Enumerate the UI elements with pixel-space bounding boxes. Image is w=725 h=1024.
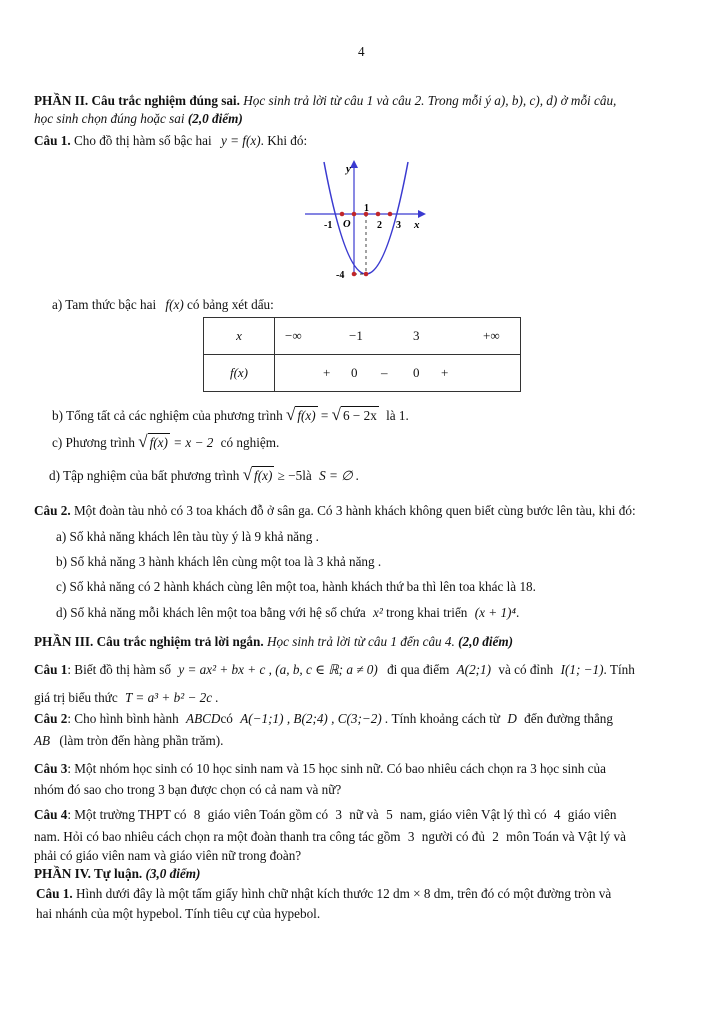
part2-points: (2,0 điểm) bbox=[187, 111, 243, 126]
part2-q1-b-text: b) Tổng tất cả các nghiệm của phương trình bbox=[52, 408, 283, 423]
part4-q1-line2: hai nhánh của một hypebol. Tính tiêu cự của hypebol. bbox=[36, 906, 321, 921]
origin-label: O bbox=[343, 219, 351, 230]
y-tick-point bbox=[352, 272, 357, 277]
part3-q4-text-d: nam, giáo viên Vật lý thì có bbox=[399, 807, 547, 822]
part3-q4-n2: 2 bbox=[492, 829, 499, 844]
part3-q4-line2 bbox=[34, 828, 626, 846]
vertex-point bbox=[364, 272, 369, 277]
part2-q1-a-text: a) Tam thức bậc hai bbox=[52, 297, 157, 312]
f-sign-3: + bbox=[441, 365, 449, 380]
part2-q1-d-mid: là bbox=[302, 468, 312, 483]
root-point-left bbox=[340, 212, 345, 217]
part3-points: (2,0 điểm) bbox=[458, 634, 514, 649]
part3-q1-text-b: đi qua điểm bbox=[387, 662, 450, 677]
part3-q4-label: Câu 4 bbox=[34, 807, 68, 822]
f-sign-2: – bbox=[381, 365, 388, 380]
x-value-minus1: −1 bbox=[349, 328, 363, 343]
sqrt-icon: √ bbox=[285, 405, 296, 424]
sign-table-row-x bbox=[204, 318, 521, 355]
part3-q3-label: Câu 3 bbox=[34, 761, 68, 776]
tick-label-1: 1 bbox=[364, 203, 369, 214]
part3-q4-text-a: : Một trường THPT có bbox=[67, 807, 187, 822]
part3-q2-d: D bbox=[507, 711, 517, 726]
part3-q4-n8: 8 bbox=[193, 807, 201, 822]
part3-q1-text-a: : Biết đồ thị hàm số bbox=[67, 662, 172, 677]
sqrt-icon: √ bbox=[331, 405, 341, 424]
part3-q4-n3: 3 bbox=[335, 807, 342, 822]
part3-q4-line3: phải có giáo viên nam và giáo viên nữ trong đoàn? bbox=[34, 848, 302, 863]
tick-label-minus1: -1 bbox=[324, 220, 333, 231]
part2-q1-c-after: có nghiệm. bbox=[220, 435, 280, 450]
tick-point-2 bbox=[376, 212, 381, 217]
part4-title: PHẦN IV. Tự luận. bbox=[34, 866, 143, 881]
f-sign-1: + bbox=[323, 365, 331, 380]
part2-q2-d-term: x² bbox=[372, 605, 383, 620]
part2-q1-d-text: d) Tập nghiệm của bất phương trình bbox=[49, 468, 240, 483]
part2-q1-d-ineq: ≥ −5 bbox=[277, 468, 303, 483]
part2-q1-a bbox=[52, 296, 274, 314]
part3-q1-text-c: và có đỉnh bbox=[498, 662, 554, 677]
part2-title: PHẦN II. Câu trắc nghiệm đúng sai. bbox=[34, 93, 240, 108]
tick-label-minus4: -4 bbox=[336, 270, 345, 281]
part2-q1-c-eq: = x − 2 bbox=[173, 435, 214, 450]
part2-q1-b-lhs: f(x) bbox=[297, 408, 316, 423]
part3-q2-text-d: đến đường thẳng bbox=[524, 711, 613, 726]
part2-q2-a: a) Số khả năng khách lên tàu tùy ý là 9 khả năng . bbox=[56, 529, 319, 544]
part3-q1-line2 bbox=[34, 689, 219, 707]
part3-q4-line2-b: người có đủ bbox=[421, 829, 485, 844]
y-axis-arrow bbox=[350, 160, 358, 168]
part3-q3-line1 bbox=[34, 760, 606, 778]
part2-header-line2 bbox=[34, 110, 243, 128]
part3-q2-text-b: có bbox=[220, 711, 233, 726]
part2-q1-d bbox=[49, 466, 359, 485]
sqrt-icon: √ bbox=[242, 465, 253, 484]
x-value-pos-inf: +∞ bbox=[483, 328, 500, 343]
part3-q4-n5: 5 bbox=[386, 807, 393, 822]
part4-q1-line1 bbox=[36, 885, 611, 903]
parabola-graph bbox=[300, 158, 430, 283]
part3-q4-line2-a: nam. Hỏi có bao nhiêu cách chọn ra một đoàn thanh tra công tác gồm bbox=[34, 829, 401, 844]
part2-q1-b bbox=[52, 406, 409, 425]
tick-label-3: 3 bbox=[396, 220, 401, 231]
part3-q4-n3b: 3 bbox=[407, 829, 415, 844]
part3-q1-point-a: A(2;1) bbox=[456, 662, 492, 677]
root-point-right bbox=[388, 212, 393, 217]
part3-q3-text: : Một nhóm học sinh có 10 học sinh nam và 15 học sinh nữ. Có bao nhiêu cách chọn ra 3 học sinh của bbox=[67, 761, 606, 776]
part2-q1-c-lhs: f(x) bbox=[149, 435, 168, 450]
tick-label-2: 2 bbox=[377, 220, 382, 231]
part2-q1-c-text: c) Phương trình bbox=[52, 435, 135, 450]
sign-table-f-values bbox=[275, 355, 521, 392]
part3-q2-ab: AB bbox=[34, 733, 51, 748]
part2-q1-text: Cho đồ thị hàm số bậc hai bbox=[73, 133, 212, 148]
part4-header bbox=[34, 865, 200, 883]
part3-header bbox=[34, 633, 513, 651]
f-zero-1: 0 bbox=[351, 365, 358, 380]
part2-q1-a-formula: f(x) bbox=[165, 297, 184, 312]
part2-header bbox=[34, 92, 616, 110]
sign-table-f-label: f(x) bbox=[204, 355, 275, 392]
y-axis-label: y bbox=[346, 163, 351, 175]
part2-instructions: Học sinh trả lời từ câu 1 và câu 2. Trong mỗi ý a), b), c), d) ở mỗi câu, bbox=[243, 93, 617, 108]
part4-q1-label: Câu 1. bbox=[36, 886, 73, 901]
part2-q1-d-lhs: f(x) bbox=[254, 468, 273, 483]
part3-title: PHẦN III. Câu trắc nghiệm trả lời ngắn. bbox=[34, 634, 264, 649]
part3-q3-line2: nhóm đó sao cho trong 3 bạn được chọn có cả nam và nữ? bbox=[34, 782, 342, 797]
part2-q2-b: b) Số khả năng 3 hành khách lên cùng một toa là 3 khả năng . bbox=[56, 554, 382, 569]
part2-q1-b-after: là 1. bbox=[386, 408, 409, 423]
f-zero-2: 0 bbox=[413, 365, 420, 380]
part2-q2-d bbox=[56, 604, 519, 622]
part3-q4-line1 bbox=[34, 806, 617, 824]
part3-q1-formula: y = ax² + bx + c , (a, b, c ∈ ℝ; a ≠ 0) bbox=[178, 662, 378, 677]
part2-q1-a-after: có bảng xét dấu: bbox=[187, 297, 274, 312]
part2-q2-prompt bbox=[34, 502, 636, 520]
part2-q1-formula: y = f(x) bbox=[220, 133, 261, 148]
part3-q2-line1 bbox=[34, 710, 613, 728]
sign-table-x-label: x bbox=[204, 318, 275, 355]
x-axis-label: x bbox=[414, 219, 420, 231]
part3-q2-label: Câu 2 bbox=[34, 711, 68, 726]
part3-q4-text-c: nữ và bbox=[349, 807, 379, 822]
part2-q1-b-eq: = bbox=[320, 408, 329, 423]
part3-q4-line2-c: môn Toán và Vật lý và bbox=[506, 829, 626, 844]
part2-instructions-2: học sinh chọn đúng hoặc sai bbox=[34, 111, 185, 126]
part2-q2-c: c) Số khả năng có 2 hành khách cùng lên một toa, hành khách thứ ba thì lên toa khác là 18. bbox=[56, 579, 536, 594]
part3-q1-text-d: . Tính bbox=[603, 662, 635, 677]
part2-q1-prompt bbox=[34, 132, 307, 150]
sign-table bbox=[203, 317, 521, 392]
part2-q1-text-after: . Khi đó: bbox=[260, 133, 308, 148]
part3-instructions: Học sinh trả lời từ câu 1 đến câu 4. bbox=[266, 634, 455, 649]
part3-q1-point-i: I(1; −1) bbox=[560, 662, 604, 677]
part3-q2-line2-text: (làm tròn đến hàng phần trăm). bbox=[59, 733, 224, 748]
sqrt-icon: √ bbox=[138, 432, 148, 451]
page-number: 4 bbox=[358, 44, 365, 59]
part2-q2-d-end: . bbox=[516, 605, 520, 620]
part2-q2-label: Câu 2. bbox=[34, 503, 71, 518]
part3-q1-line1 bbox=[34, 661, 635, 679]
part2-q1-label: Câu 1. bbox=[34, 133, 71, 148]
part3-q2-line2 bbox=[34, 732, 223, 750]
part2-q2-d-expr: (x + 1)⁴ bbox=[474, 605, 517, 620]
part3-q2-text-a: : Cho hình bình hành bbox=[67, 711, 179, 726]
part4-q1-text: Hình dưới đây là một tấm giấy hình chữ nhật kích thước 12 dm × 8 dm, trên đó có một đường tròn và bbox=[75, 886, 612, 901]
part3-q4-text-e: giáo viên bbox=[567, 807, 617, 822]
x-value-3: 3 bbox=[413, 328, 420, 343]
part4-points: (3,0 điểm) bbox=[145, 866, 201, 881]
part3-q4-n4: 4 bbox=[553, 807, 561, 822]
sign-table-x-values bbox=[275, 318, 521, 355]
part3-q1-line2-text: giá trị biểu thức bbox=[34, 690, 118, 705]
x-axis-arrow bbox=[418, 210, 426, 218]
part3-q2-text-c: Tính khoảng cách từ bbox=[391, 711, 501, 726]
sign-table-row-f bbox=[204, 355, 521, 392]
part3-q2-abcd: ABCD bbox=[186, 711, 221, 726]
part2-q2-text: Một đoàn tàu nhỏ có 3 toa khách đỗ ở sân ga. Có 3 hành khách không quen biết cùng bước lên tàu, khi đó: bbox=[73, 503, 636, 518]
part2-q1-b-rhs: 6 − 2x bbox=[343, 408, 377, 423]
origin-point bbox=[352, 212, 357, 217]
part2-q1-d-set: S = ∅ . bbox=[319, 468, 360, 483]
x-value-neg-inf: −∞ bbox=[285, 328, 302, 343]
part3-q2-points: A(−1;1) , B(2;4) , C(3;−2) . bbox=[240, 711, 389, 726]
part3-q4-text-b: giáo viên Toán gồm có bbox=[207, 807, 329, 822]
part2-q2-d-mid: trong khai triển bbox=[386, 605, 468, 620]
part3-q1-label: Câu 1 bbox=[34, 662, 68, 677]
part2-q1-c bbox=[52, 433, 279, 452]
part3-q1-line2-formula: T = a³ + b² − 2c . bbox=[124, 690, 219, 705]
part2-q2-d-text: d) Số khả năng mỗi khách lên một toa bằng với hệ số chứa bbox=[56, 605, 366, 620]
